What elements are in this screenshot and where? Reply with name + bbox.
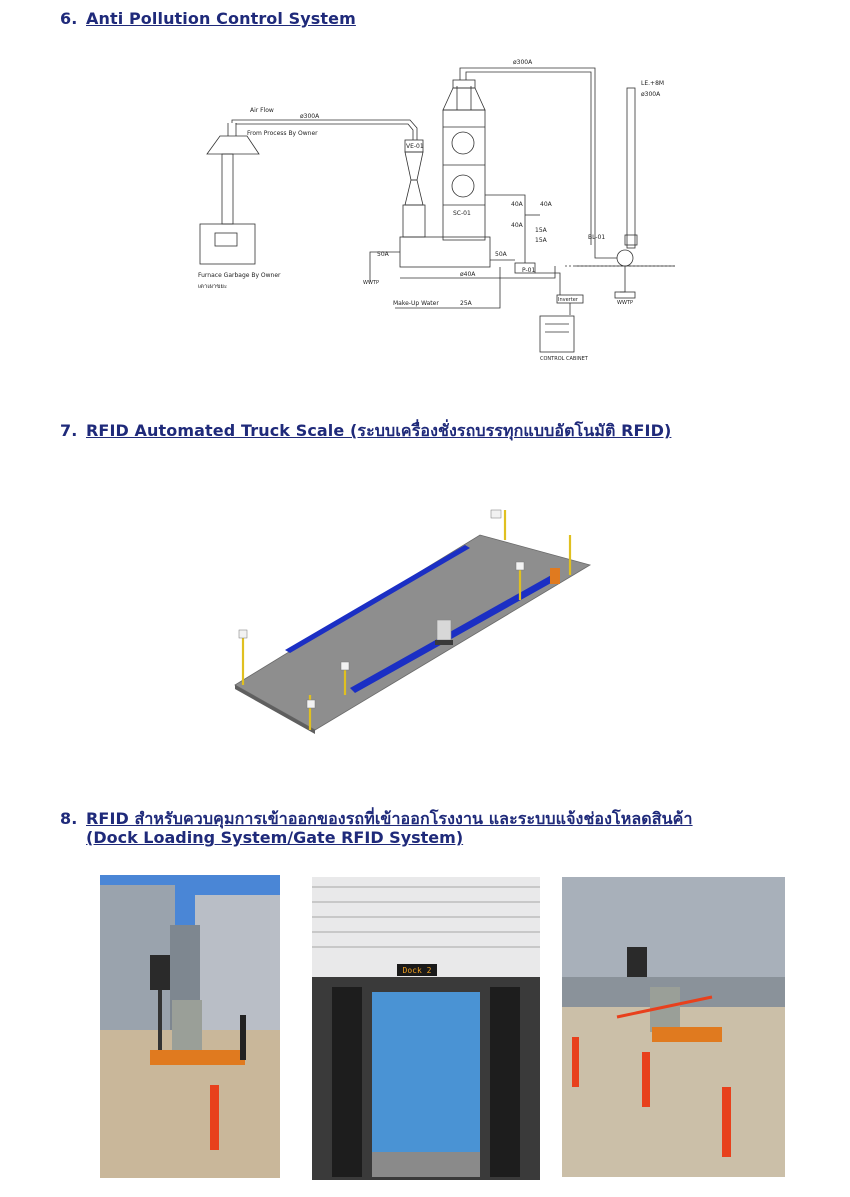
bollard (722, 1087, 731, 1157)
air-flow-label: Air Flow (250, 107, 274, 114)
makeup-size-label: 25A (460, 300, 472, 307)
hood-shape (207, 136, 259, 154)
sc-tag: SC-01 (453, 210, 471, 217)
furnace-chimney (222, 154, 233, 224)
inverter-label: Inverter (558, 297, 578, 303)
wwtp-left-label: WWTP (363, 280, 379, 286)
from-process-label: From Process By Owner (247, 130, 318, 137)
bollard (210, 1085, 219, 1150)
recirculation-tank (400, 237, 490, 267)
dock-door (372, 992, 480, 1152)
section-title: RFID Automated Truck Scale (ระบบเครื่องชั่งรถบรรทุกแบบอัตโนมัติ RFID) (86, 421, 672, 440)
ve-tag: VE-01 (406, 143, 424, 150)
p-tag: P-01 (522, 267, 536, 274)
pipe-40a-b: 40A (511, 222, 523, 229)
control-cabinet (540, 316, 574, 352)
dock-sign-text: Dock 2 (402, 966, 432, 975)
section-8-heading-line2: (Dock Loading System/Gate RFID System) (86, 828, 464, 847)
section-7-heading (60, 419, 671, 444)
furnace-label: Furnace Garbage By Owner (198, 272, 281, 279)
return-pipe-label: ø40A (460, 271, 476, 278)
scale-deck (235, 535, 590, 730)
barrier-box (550, 568, 560, 584)
stack-level-label: LE.+8M (641, 80, 665, 87)
pipe-40a-c: 40A (540, 201, 552, 208)
rfid-reader (150, 955, 170, 990)
section-number: 6. (60, 9, 78, 28)
drain-left-label: 50A (377, 251, 389, 258)
pipe-15a-b: 15A (535, 237, 547, 244)
pipe-15a-a: 15A (535, 227, 547, 234)
makeup-label: Make-Up Water (393, 300, 439, 307)
pollution-control-diagram (195, 40, 695, 365)
section-title: Anti Pollution Control System (86, 9, 356, 28)
terminal-cabinet (437, 620, 451, 640)
pipe-40a-a: 40A (511, 201, 523, 208)
gate-photo-2 (562, 877, 785, 1177)
bl-tag: BL-01 (588, 234, 606, 241)
duct-size-label: ø300A (300, 113, 320, 120)
section-title-line1: RFID สำหรับควบคุมการเข้าออกของรถที่เข้าออกโรงงาน และระบบแจ้งช่องโหลดสินค้า (86, 809, 693, 828)
bollard (642, 1052, 650, 1107)
bollard (572, 1037, 579, 1087)
cabinet-label: CONTROL CABINET (540, 356, 588, 362)
section-number: 7. (60, 421, 78, 440)
stack-size-label: ø300A (641, 91, 661, 98)
wwtp-right-label: WWTP (617, 300, 633, 306)
dock-photo (312, 877, 540, 1180)
drain-right-label: 50A (495, 251, 507, 258)
truck-scale-illustration (225, 490, 595, 755)
furnace-thai-label: เตาเผาขยะ (198, 283, 228, 290)
section-number: 8. (60, 809, 78, 828)
exhaust-stack (627, 88, 635, 248)
furnace-box (200, 224, 255, 264)
gate-photo-1 (100, 875, 280, 1178)
blower-fan (617, 250, 633, 266)
top-duct-size-label: ø300A (513, 59, 533, 66)
section-6-heading (60, 9, 356, 28)
